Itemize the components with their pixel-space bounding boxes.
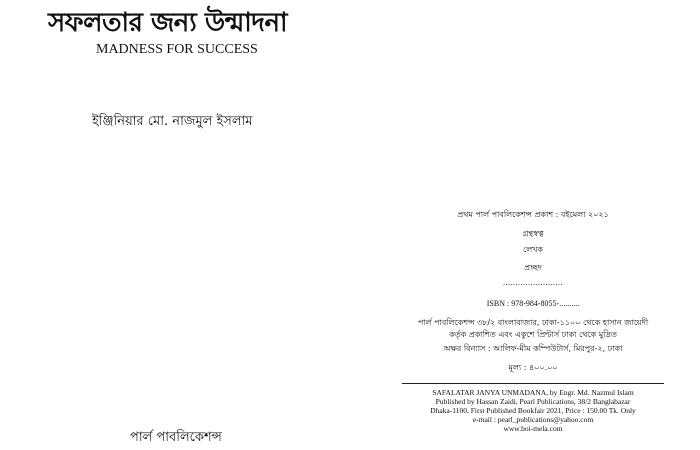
isbn-line: ISBN : 978-984-8055-.......... bbox=[486, 298, 580, 308]
book-title-bangla: সফলতার জন্য উন্মাদনা bbox=[48, 8, 288, 38]
copyright-holder: লেখক bbox=[522, 244, 544, 254]
book-title-english: MADNESS FOR SUCCESS bbox=[96, 42, 258, 57]
copyright-label: গ্রন্থস্বত্ব bbox=[522, 228, 544, 238]
right-page bbox=[350, 0, 700, 450]
publication-line-1: পার্ল পাবলিকেশন্স ৩৮/২ বাংলাবাজার, ঢাকা-১১০০ থেকে হাসান জায়েদী bbox=[417, 317, 649, 327]
typesetting-line: অক্ষর বিন্যাস : আলিফ-মীম কম্পিউটার্স, মিরপুর-২, ঢাকা bbox=[443, 344, 623, 354]
english-imprint-line: SAFALATAR JANYA UNMADANA, by Engr. Md. Nazmul Islam bbox=[432, 387, 634, 397]
cover-value: ........................ bbox=[503, 278, 563, 288]
price-line: মূল্য : ৪০০.০০ bbox=[508, 363, 558, 373]
english-imprint-email: e-mail : pearl_publications@yahoo.com bbox=[472, 414, 594, 424]
english-imprint bbox=[388, 388, 678, 433]
author-name: ইঞ্জিনিয়ার মো. নাজমুল ইসলাম bbox=[92, 114, 253, 129]
publisher-name: পার্ল পাবলিকেশন্স bbox=[130, 430, 222, 445]
publication-line-2: কর্তৃক প্রকাশিত এবং একুশে প্রিন্টার্স ঢাকা থেকে মুদ্রিত bbox=[449, 329, 617, 339]
first-edition-line: প্রথম পার্ল পাবলিকেশন্স প্রকাশ : বইমেলা ২০২১ bbox=[457, 210, 609, 219]
english-imprint-line: Dhaka-1100, First Published Bookfair 2021, Price : 150.00 Tk. Only bbox=[430, 405, 636, 415]
english-imprint-line: Published by Hassan Zaidi, Pearl Publications, 38/2 Banglabazar bbox=[435, 396, 631, 406]
imprint-divider bbox=[402, 383, 664, 384]
imprint-block bbox=[388, 211, 678, 433]
cover-label: প্রচ্ছদ bbox=[524, 263, 542, 273]
english-imprint-website: www.boi-mela.com bbox=[503, 423, 563, 433]
